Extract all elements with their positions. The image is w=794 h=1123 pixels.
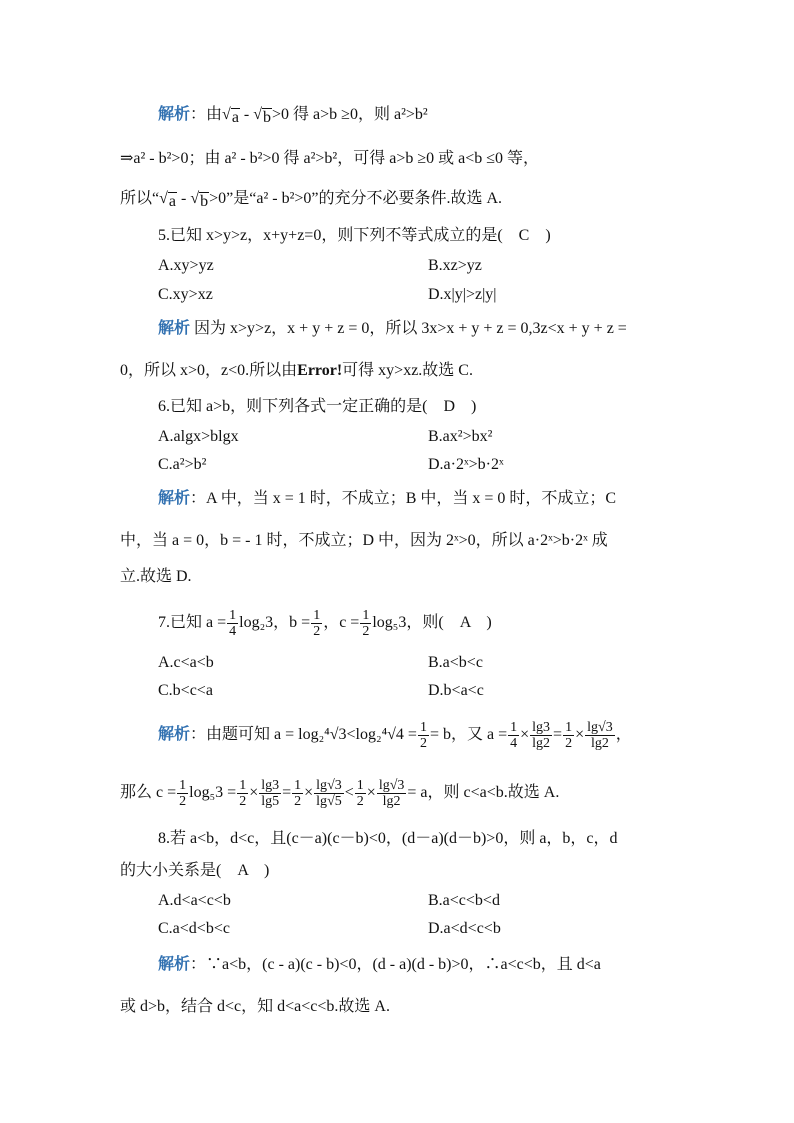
sqrt-b: √ b xyxy=(253,106,272,126)
fraction-1-2: $\frac{1}{2}$ xyxy=(362,608,370,639)
fraction-1-2: $\frac{1}{2}$ xyxy=(294,778,302,809)
solution-7-line-1: 解析：由题可知 a = log₂⁴√3<log₂⁴√4 = $\frac{1}{2}$ = b，又 a = $\frac{1}{4}$ × $\frac{\lg 3}{\lg 2}$ = $\frac{1}{2}$ × $\frac{\lg√3}{\lg 2}$ ， xyxy=(158,720,632,751)
solution-line-3: 所以“ √ a - √ b >0”是“a² - b²>0”的充分不必要条件.故选 A. xyxy=(120,190,503,210)
fraction-lgsqrt3-lgsqrt5: $\frac{\lg√3}{\lg√5}$ xyxy=(316,778,342,809)
solution-label: 解析 xyxy=(158,106,191,123)
option-7d: D.b<a<c xyxy=(428,682,484,699)
option-5d: D.x|y|>z|y| xyxy=(428,286,497,303)
option-5a: A.xy>yz xyxy=(158,257,214,274)
option-5c: C.xy>xz xyxy=(158,286,213,303)
fraction-1-4: $\frac{1}{4}$ xyxy=(510,720,518,751)
option-8c: C.a<d<b<c xyxy=(158,920,230,937)
option-5b: B.xz>yz xyxy=(428,257,482,274)
option-7a: A.c<a<b xyxy=(158,654,214,671)
solution-line-2: ⇒a² - b²>0；由 a² - b²>0 得 a²>b²，可得 a>b ≥0 或 a<b ≤0 等， xyxy=(120,150,540,167)
sqrt-a: √ a xyxy=(159,190,176,210)
sqrt-b: √ b xyxy=(190,190,209,210)
question-7: 7.已知 a = $\frac{1}{4}$ log₂3，b = $\frac{1}{2}$ ，c = $\frac{1}{2}$ log₅3，则( A ) xyxy=(158,608,492,639)
option-6c: C.a²>b² xyxy=(158,456,207,473)
fraction-1-4: $\frac{1}{4}$ xyxy=(229,608,237,639)
option-7b: B.a<b<c xyxy=(428,654,483,671)
option-8b: B.a<c<b<d xyxy=(428,892,500,909)
question-8-line-2: 的大小关系是( A ) xyxy=(120,862,270,879)
option-8d: D.a<d<c<b xyxy=(428,920,501,937)
fraction-1-2: $\frac{1}{2}$ xyxy=(419,720,427,751)
question-5: 5.已知 x>y>z，x+y+z=0，则下列不等式成立的是( C ) xyxy=(158,227,551,244)
solution-8-line-2: 或 d>b，结合 d<c，知 d<a<c<b.故选 A. xyxy=(120,998,390,1015)
fraction-1-2: $\frac{1}{2}$ xyxy=(356,778,364,809)
solution-6-line-1: 解析：A 中，当 x = 1 时，不成立；B 中，当 x = 0 时，不成立；C xyxy=(158,490,617,507)
question-8-line-1: 8.若 a<b，d<c，且(c－a)(c－b)<0，(d－a)(d－b)>0，则 a，b，c，d xyxy=(158,830,618,847)
fraction-1-2: $\frac{1}{2}$ xyxy=(565,720,573,751)
error-text: Error! xyxy=(297,362,343,379)
option-8a: A.d<a<c<b xyxy=(158,892,231,909)
solution-6-line-2: 中，当 a = 0，b = - 1 时，不成立；D 中，因为 2ˣ>0，所以 a·2ˣ>b·2ˣ 成 xyxy=(120,532,608,549)
option-7c: C.b<c<a xyxy=(158,682,213,699)
option-6a: A.algx>blgx xyxy=(158,428,239,445)
question-6: 6.已知 a>b，则下列各式一定正确的是( D ) xyxy=(158,398,477,415)
option-6d: D.a·2ˣ>b·2ˣ xyxy=(428,456,504,473)
solution-8-line-1: 解析：∵a<b，(c - a)(c - b)<0，(d - a)(d - b)>0，∴a<c<b，且 d<a xyxy=(158,956,601,973)
solution-5-line-2: 0，所以 x>0，z<0.所以由Error!可得 xy>xz.故选 C. xyxy=(120,362,473,379)
solution-line-1: 解析：由 √ a - √ b >0 得 a>b ≥0，则 a²>b² xyxy=(158,106,428,126)
solution-5-line-1: 解析 因为 x>y>z，x + y + z = 0，所以 3x>x + y + z = 0,3z<x + y + z = xyxy=(158,320,627,337)
sqrt-a: √ a xyxy=(222,106,239,126)
fraction-1-2: $\frac{1}{2}$ xyxy=(239,778,247,809)
fraction-lg3-lg2: $\frac{\lg 3}{\lg 2}$ xyxy=(532,720,551,751)
solution-7-line-2: 那么 c = $\frac{1}{2}$ log₅3 = $\frac{1}{2}$ × $\frac{\lg 3}{\lg 5}$ = $\frac{1}{2}$ × $\frac{\lg√3}{\lg√5}$ < $\frac{1}{2}$ × $\frac{\lg√3}{\lg 2}$ = a，则 c<a<b.故选 A. xyxy=(120,778,560,809)
fraction-lgsqrt3-lg2: $\frac{\lg√3}{\lg 2}$ xyxy=(378,778,405,809)
fraction-1-2: $\frac{1}{2}$ xyxy=(179,778,187,809)
fraction-lgsqrt3-lg2: $\frac{\lg√3}{\lg 2}$ xyxy=(587,720,613,751)
fraction-lg3-lg5: $\frac{\lg 3}{\lg 5}$ xyxy=(261,778,280,809)
fraction-1-2: $\frac{1}{2}$ xyxy=(313,608,321,639)
option-6b: B.ax²>bx² xyxy=(428,428,493,445)
solution-6-line-3: 立.故选 D. xyxy=(120,568,192,585)
